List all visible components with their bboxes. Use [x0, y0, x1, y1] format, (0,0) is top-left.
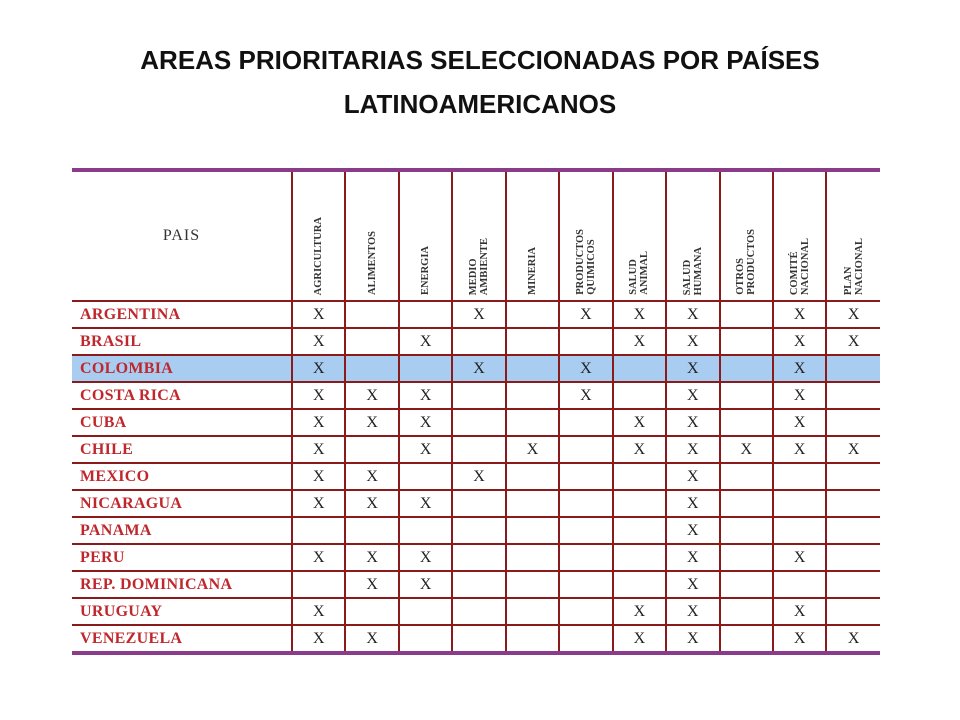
table-row — [72, 544, 880, 571]
area-mark-cell — [826, 463, 880, 490]
area-mark-cell: X — [613, 409, 666, 436]
area-mark-cell — [506, 382, 559, 409]
table-row — [72, 382, 880, 409]
area-mark-cell: X — [666, 571, 719, 598]
area-mark-cell: X — [826, 328, 880, 355]
area-mark-cell — [826, 598, 880, 625]
area-mark-cell — [720, 598, 773, 625]
column-header — [506, 170, 559, 301]
area-mark-cell — [452, 490, 505, 517]
page-title — [40, 38, 920, 126]
area-mark-cell — [720, 544, 773, 571]
country-cell: CHILE — [72, 436, 292, 463]
area-mark-cell: X — [720, 436, 773, 463]
column-header — [345, 170, 398, 301]
area-mark-cell — [559, 436, 612, 463]
area-mark-cell: X — [292, 436, 345, 463]
column-header-wrap — [293, 177, 344, 295]
area-mark-cell — [613, 571, 666, 598]
area-mark-cell — [292, 517, 345, 544]
area-mark-cell: X — [666, 382, 719, 409]
area-mark-cell — [826, 382, 880, 409]
area-mark-cell: X — [773, 436, 826, 463]
area-mark-cell — [773, 490, 826, 517]
column-header-wrap — [614, 177, 665, 295]
area-mark-cell — [399, 463, 452, 490]
area-mark-cell — [613, 490, 666, 517]
area-mark-cell: X — [666, 598, 719, 625]
column-header-wrap — [507, 177, 558, 295]
area-mark-cell: X — [773, 625, 826, 653]
area-mark-cell — [452, 517, 505, 544]
area-mark-cell: X — [345, 625, 398, 653]
area-mark-cell — [506, 625, 559, 653]
area-mark-cell — [399, 517, 452, 544]
area-mark-cell — [399, 625, 452, 653]
area-mark-cell — [452, 328, 505, 355]
column-header-wrap — [721, 177, 772, 295]
area-mark-cell — [773, 463, 826, 490]
table-row — [72, 436, 880, 463]
area-mark-cell — [452, 571, 505, 598]
area-mark-cell — [399, 598, 452, 625]
column-header-label: SALUD ANIMAL — [628, 251, 651, 295]
area-mark-cell — [826, 571, 880, 598]
table-row — [72, 517, 880, 544]
area-mark-cell: X — [399, 436, 452, 463]
area-mark-cell: X — [399, 382, 452, 409]
column-header-label: AGRICULTURA — [313, 216, 325, 295]
column-header — [773, 170, 826, 301]
area-mark-cell — [506, 463, 559, 490]
area-mark-cell: X — [345, 571, 398, 598]
area-mark-cell: X — [292, 328, 345, 355]
area-mark-cell — [720, 382, 773, 409]
area-mark-cell — [826, 490, 880, 517]
table-row — [72, 463, 880, 490]
area-mark-cell: X — [345, 382, 398, 409]
area-mark-cell — [452, 409, 505, 436]
area-mark-cell: X — [345, 409, 398, 436]
area-mark-cell — [720, 517, 773, 544]
area-mark-cell — [506, 598, 559, 625]
title-line-1: AREAS PRIORITARIAS SELECCIONADAS POR PAÍSES — [140, 45, 820, 75]
column-header-label: OTROS PRODUCTOS — [735, 229, 758, 295]
area-mark-cell — [559, 598, 612, 625]
area-mark-cell — [506, 409, 559, 436]
area-mark-cell — [345, 301, 398, 328]
area-mark-cell: X — [452, 463, 505, 490]
area-mark-cell — [559, 625, 612, 653]
area-mark-cell: X — [559, 301, 612, 328]
area-mark-cell — [720, 328, 773, 355]
column-header — [292, 170, 345, 301]
area-mark-cell — [399, 355, 452, 382]
area-mark-cell — [452, 436, 505, 463]
column-header-label: MINERIA — [527, 247, 539, 295]
area-mark-cell — [559, 571, 612, 598]
column-header-label: ALIMENTOS — [366, 231, 378, 295]
area-mark-cell — [452, 598, 505, 625]
country-cell: NICARAGUA — [72, 490, 292, 517]
area-mark-cell: X — [345, 490, 398, 517]
area-mark-cell: X — [666, 544, 719, 571]
area-mark-cell: X — [452, 355, 505, 382]
column-header-label: PLAN NACIONAL — [842, 237, 865, 295]
table-row — [72, 598, 880, 625]
column-header-wrap — [346, 177, 397, 295]
area-mark-cell — [773, 571, 826, 598]
area-mark-cell — [559, 517, 612, 544]
area-mark-cell: X — [292, 382, 345, 409]
area-mark-cell — [720, 463, 773, 490]
area-mark-cell — [345, 598, 398, 625]
priority-areas-table-container — [72, 168, 880, 654]
area-mark-cell — [613, 382, 666, 409]
country-cell: COSTA RICA — [72, 382, 292, 409]
column-header-label: PRODUCTOS QUIMICOS — [574, 229, 597, 295]
column-header — [452, 170, 505, 301]
area-mark-cell: X — [773, 409, 826, 436]
area-mark-cell — [559, 490, 612, 517]
column-header-label: MEDIO AMBIENTE — [468, 237, 491, 295]
country-cell: MEXICO — [72, 463, 292, 490]
column-header-wrap — [560, 177, 611, 295]
table-row — [72, 490, 880, 517]
area-mark-cell — [345, 436, 398, 463]
area-mark-cell: X — [292, 490, 345, 517]
area-mark-cell — [452, 382, 505, 409]
area-mark-cell: X — [826, 301, 880, 328]
area-mark-cell — [506, 517, 559, 544]
table-row — [72, 328, 880, 355]
area-mark-cell: X — [613, 625, 666, 653]
area-mark-cell: X — [292, 463, 345, 490]
area-mark-cell: X — [292, 598, 345, 625]
area-mark-cell — [826, 517, 880, 544]
table-row — [72, 571, 880, 598]
area-mark-cell: X — [345, 544, 398, 571]
area-mark-cell: X — [773, 328, 826, 355]
table-body — [72, 301, 880, 653]
area-mark-cell — [720, 625, 773, 653]
area-mark-cell — [720, 490, 773, 517]
area-mark-cell — [720, 409, 773, 436]
country-cell: ARGENTINA — [72, 301, 292, 328]
area-mark-cell: X — [292, 355, 345, 382]
table-row — [72, 301, 880, 328]
area-mark-cell: X — [773, 301, 826, 328]
column-header — [613, 170, 666, 301]
area-mark-cell — [506, 571, 559, 598]
area-mark-cell: X — [345, 463, 398, 490]
area-mark-cell: X — [292, 625, 345, 653]
table-row — [72, 409, 880, 436]
area-mark-cell — [345, 328, 398, 355]
area-mark-cell — [826, 544, 880, 571]
area-mark-cell — [613, 544, 666, 571]
area-mark-cell — [452, 625, 505, 653]
column-header-label: SALUD HUMANA — [681, 246, 704, 295]
table-row — [72, 355, 880, 382]
area-mark-cell: X — [666, 625, 719, 653]
table-header-row — [72, 170, 880, 301]
country-cell: BRASIL — [72, 328, 292, 355]
area-mark-cell: X — [399, 544, 452, 571]
table-row — [72, 625, 880, 653]
area-mark-cell — [720, 355, 773, 382]
area-mark-cell: X — [399, 409, 452, 436]
column-header — [399, 170, 452, 301]
country-cell: VENEZUELA — [72, 625, 292, 653]
area-mark-cell: X — [666, 328, 719, 355]
area-mark-cell: X — [666, 409, 719, 436]
area-mark-cell: X — [292, 409, 345, 436]
area-mark-cell — [506, 544, 559, 571]
area-mark-cell — [720, 301, 773, 328]
area-mark-cell — [826, 355, 880, 382]
country-cell: REP. DOMINICANA — [72, 571, 292, 598]
area-mark-cell — [720, 571, 773, 598]
area-mark-cell — [292, 571, 345, 598]
column-header-label: ENERGIA — [420, 245, 432, 295]
area-mark-cell — [613, 517, 666, 544]
column-header — [720, 170, 773, 301]
area-mark-cell — [613, 463, 666, 490]
column-header — [559, 170, 612, 301]
area-mark-cell: X — [666, 436, 719, 463]
area-mark-cell: X — [613, 436, 666, 463]
area-mark-cell: X — [613, 328, 666, 355]
area-mark-cell — [452, 544, 505, 571]
country-cell: CUBA — [72, 409, 292, 436]
column-header — [826, 170, 880, 301]
area-mark-cell — [506, 328, 559, 355]
area-mark-cell: X — [399, 490, 452, 517]
area-mark-cell: X — [666, 463, 719, 490]
area-mark-cell — [399, 301, 452, 328]
area-mark-cell: X — [666, 517, 719, 544]
country-cell: PANAMA — [72, 517, 292, 544]
area-mark-cell: X — [399, 571, 452, 598]
column-header-label: COMITÉ NACIONAL — [788, 237, 811, 295]
area-mark-cell: X — [292, 301, 345, 328]
column-header-wrap — [400, 177, 451, 295]
column-header-wrap — [827, 177, 880, 295]
column-header-wrap — [453, 177, 504, 295]
country-cell: PERU — [72, 544, 292, 571]
area-mark-cell: X — [666, 355, 719, 382]
area-mark-cell: X — [826, 625, 880, 653]
area-mark-cell: X — [666, 301, 719, 328]
area-mark-cell: X — [773, 355, 826, 382]
area-mark-cell: X — [773, 598, 826, 625]
area-mark-cell — [773, 517, 826, 544]
area-mark-cell — [506, 355, 559, 382]
area-mark-cell: X — [826, 436, 880, 463]
area-mark-cell: X — [773, 382, 826, 409]
column-header-wrap — [667, 177, 718, 295]
area-mark-cell — [559, 463, 612, 490]
column-header-country: PAIS — [72, 170, 292, 301]
area-mark-cell — [559, 544, 612, 571]
area-mark-cell — [506, 490, 559, 517]
area-mark-cell: X — [773, 544, 826, 571]
area-mark-cell — [345, 517, 398, 544]
area-mark-cell — [345, 355, 398, 382]
area-mark-cell: X — [452, 301, 505, 328]
country-cell: COLOMBIA — [72, 355, 292, 382]
country-cell: URUGUAY — [72, 598, 292, 625]
column-header-wrap — [774, 177, 825, 295]
area-mark-cell — [559, 409, 612, 436]
area-mark-cell: X — [292, 544, 345, 571]
title-line-2: LATINOAMERICANOS — [343, 89, 617, 119]
column-header — [666, 170, 719, 301]
area-mark-cell: X — [613, 301, 666, 328]
area-mark-cell — [613, 355, 666, 382]
area-mark-cell: X — [559, 355, 612, 382]
area-mark-cell: X — [559, 382, 612, 409]
area-mark-cell — [826, 409, 880, 436]
area-mark-cell: X — [399, 328, 452, 355]
area-mark-cell — [559, 328, 612, 355]
area-mark-cell — [506, 301, 559, 328]
area-mark-cell: X — [613, 598, 666, 625]
area-mark-cell: X — [506, 436, 559, 463]
area-mark-cell: X — [666, 490, 719, 517]
priority-areas-table — [72, 168, 880, 655]
